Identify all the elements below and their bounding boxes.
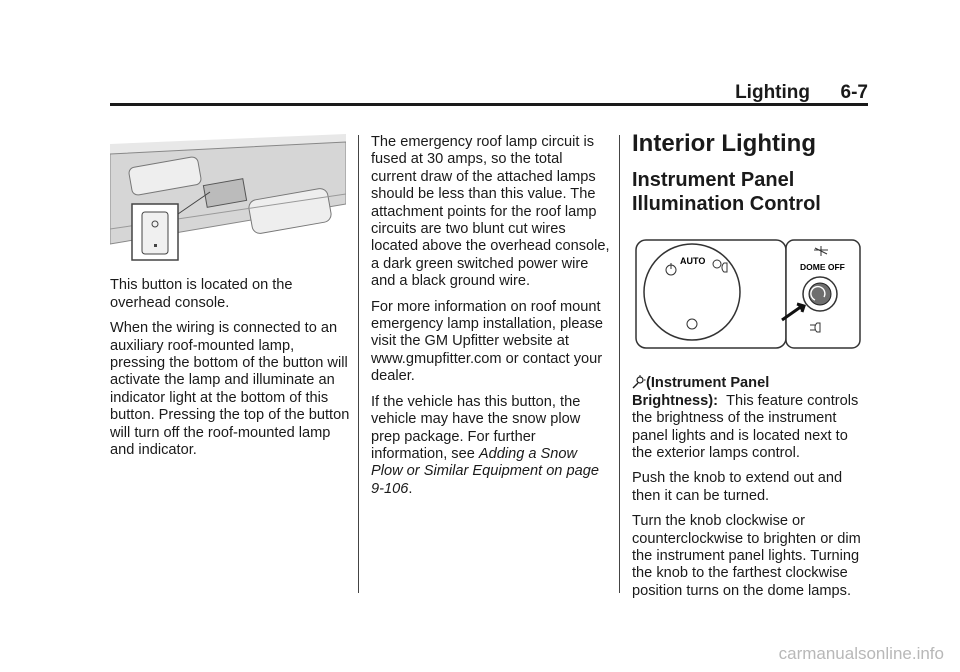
paragraph: Push the knob to extend out and then it can be turned. <box>632 470 843 504</box>
feature-item <box>632 375 872 462</box>
overhead-console-figure <box>110 134 346 266</box>
paragraph-text: If the vehicle has this button, the vehicle may have the snow plow prep package. For further information, see <box>371 393 581 462</box>
column-2 <box>371 134 611 506</box>
column-divider <box>358 135 359 593</box>
paragraph: For more information on roof mount emergency lamp installation, please visit the GM Upfitter website at www.gmupfitter.com or contact your dealer. <box>371 298 604 385</box>
headlamp-switch-figure <box>632 236 862 352</box>
paragraph: Turn the knob clockwise or counterclockwise to brighten or dim the instrument panel lights. Turning the knob to the farthest clockwise position turns on the dome lamps. <box>632 513 861 599</box>
section-heading: Interior Lighting <box>632 130 816 157</box>
cross-reference-link[interactable]: Adding a Snow Plow or Similar Equipment on page 9-106 <box>371 445 599 497</box>
page-number: 6-7 <box>840 82 868 103</box>
paragraph-text: . <box>408 480 413 497</box>
watermark: carmanualsonline.info <box>778 644 944 663</box>
feature-description: This feature controls the brightness of the instrument panel lights and is located next to the exterior lamps control. <box>632 392 859 462</box>
paragraph: When the wiring is connected to an auxiliary roof-mounted lamp, pressing the bottom of the button will activate the lamp and illuminate an indicator light at the bottom of this button. Pressing the top of the button will turn off the roof-mounted lamp and indicator. <box>110 320 350 459</box>
instrument-brightness-icon <box>632 375 646 389</box>
column-divider <box>619 135 620 593</box>
column-1 <box>110 134 350 467</box>
feature-title: (Instrument Panel Brightness): <box>632 375 770 409</box>
subsection-heading: Instrument Panel Illumination Control <box>632 169 821 215</box>
paragraph: The emergency roof lamp circuit is fused at 30 amps, so the total current draw of the attached lamps should be less than this value. The attachment points for the roof lamp circuits are two blunt cut wires located above the overhead console, a dark green switched power wire and a black ground wire. <box>371 134 610 290</box>
page-header <box>110 82 868 104</box>
header-rule <box>110 103 868 106</box>
figure-caption: This button is located on the overhead console. <box>110 277 293 311</box>
paragraph <box>371 394 611 498</box>
column-3 <box>632 130 872 608</box>
auto-label: AUTO <box>680 256 706 266</box>
section-title: Lighting <box>735 82 810 103</box>
dome-off-label: DOME OFF <box>800 262 845 272</box>
